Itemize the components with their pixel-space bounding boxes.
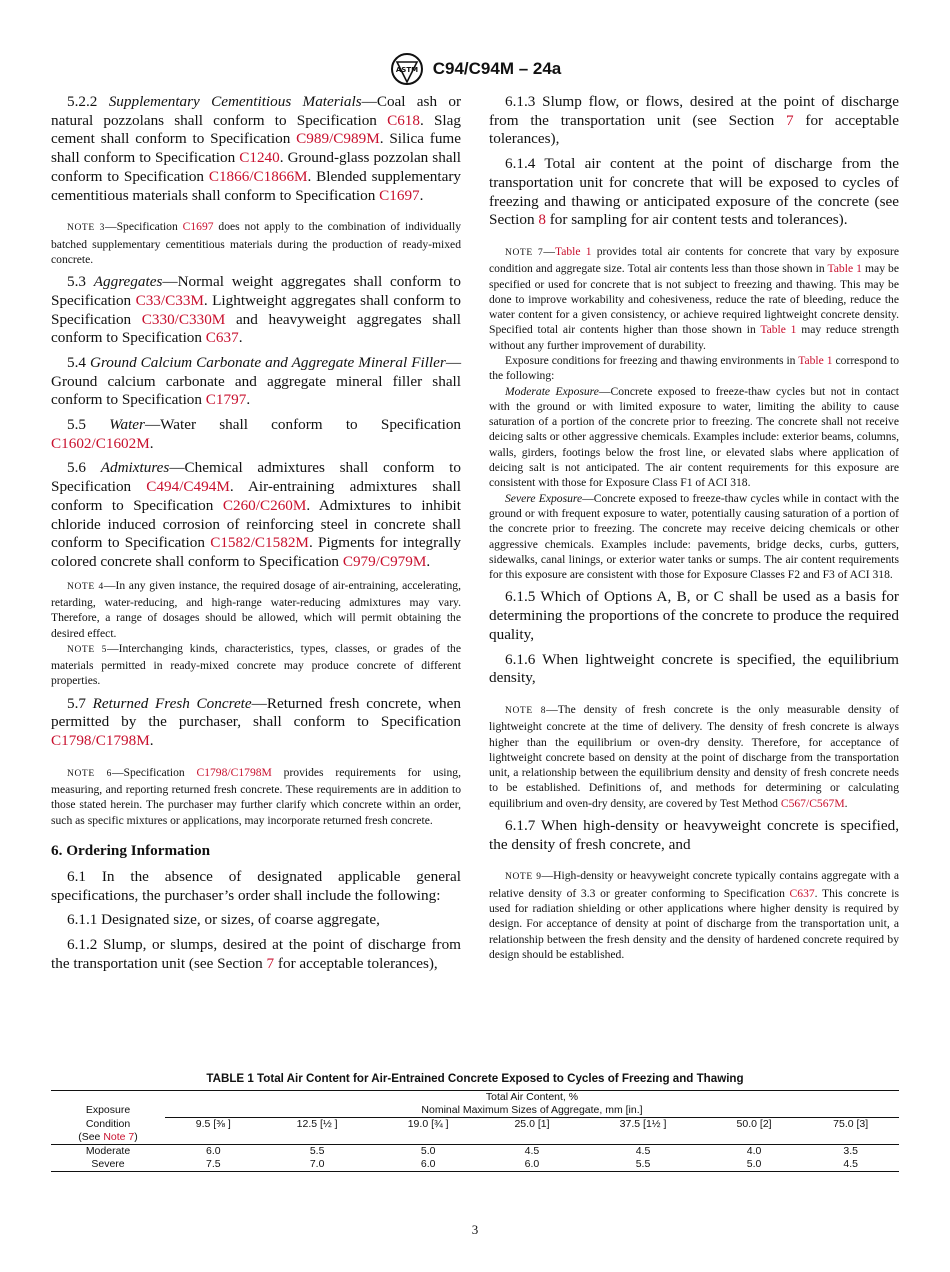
super-header: Total Air Content, %	[165, 1091, 899, 1105]
ref-c1798-note[interactable]: C1798/C1798M	[196, 765, 272, 779]
note-6: NOTE 6—Specification C1798/C1798M provides requirements for using, measuring, and reporting returned fresh concrete. These requirements are in addition to those stated herein. The purchaser may further clarify which concrete within an order, such as specific mixtures or applications, may incorporate returned fresh concrete.	[51, 765, 461, 827]
note-4: NOTE 4—In any given instance, the required dosage of air-entraining, accelerating, retarding, water-reducing, and high-range water-reducing admixtures may vary. Therefore, a range of dosages should be allowed, which will permit obtaining the desired effect.	[51, 578, 461, 640]
ref-c567[interactable]: C567/C567M	[780, 796, 845, 810]
row-header-condition: Condition	[85, 1117, 131, 1130]
ref-c1797[interactable]: C1797	[205, 391, 247, 409]
table-cell: 7.5	[165, 1158, 262, 1172]
ref-section-8[interactable]: 8	[538, 211, 546, 229]
ref-c1240[interactable]: C1240	[239, 149, 280, 167]
ref-table-1-c[interactable]: Table 1	[760, 323, 797, 337]
ref-c1697-note[interactable]: C1697	[182, 220, 214, 234]
table-cell: 7.0	[262, 1158, 373, 1172]
table-cell: 5.0	[706, 1158, 803, 1172]
air-content-table	[51, 1090, 899, 1172]
note-9: NOTE 9—High-density or heavyweight concrete typically contains aggregate with a relative density of 3.3 or greater conforming to Specification C637. This concrete is used for radiation shielding or other applications where higher density is required by design. For acceptance of density at point of discharge from the transportation unit, a relationship between the fresh density and the density of hardened concrete required by design should be established.	[489, 869, 899, 961]
ref-c260[interactable]: C260/C260M	[222, 496, 307, 514]
paragraph-5-4: 5.4 Ground Calcium Carbonate and Aggregate Mineral Filler—Ground calcium carbonate and aggregate mineral filler shall conform to Specification C1797.	[51, 353, 461, 409]
ref-c1697[interactable]: C1697	[379, 186, 420, 204]
col-header: 12.5 [½ ]	[296, 1118, 338, 1130]
paragraph-5-7: 5.7 Returned Fresh Concrete—Returned fresh concrete, when permitted by the purchaser, shall conform to Specification C1798/C1798M.	[51, 694, 461, 750]
table-cell: 4.0	[746, 1145, 762, 1157]
astm-logo-icon	[389, 52, 425, 86]
ref-c330[interactable]: C330/C330M	[141, 310, 226, 328]
paragraph-6-1-6: 6.1.6 When lightweight concrete is specified, the equilibrium density,	[489, 650, 899, 687]
paragraph-6-1: 6.1 In the absence of designated applicable general specifications, the purchaser’s order shall include the following:	[51, 868, 461, 904]
table-cell: 5.0	[420, 1145, 436, 1157]
page-number: 3	[471, 1222, 479, 1237]
ref-c637-note[interactable]: C637	[789, 886, 815, 900]
note-7: NOTE 7—Table 1 provides total air contents for concrete that vary by exposure condition and aggregate size. Total air contents less than those shown in Table 1 may be specified or used for concrete that is not subject to freezing and thawing. This may be done to improve workability and cohesiveness, reduce the rate of bleeding, reduce the water content for a given consistency, or achieve required lightweight concrete density. Specified total air contents higher than those shown in Table 1 may reduce strength without any further improvement of durability.	[489, 244, 900, 352]
left-column	[51, 93, 461, 980]
paragraph-5-5: 5.5 Water—Water shall conform to Specification C1602/C1602M.	[51, 416, 462, 452]
table-cell: 3.5	[843, 1145, 858, 1157]
ref-c1582[interactable]: C1582/C1582M	[210, 534, 309, 552]
paragraph-6-1-3: 6.1.3 Slump flow, or flows, desired at the point of discharge from the transportation unit (see Section 7 for acceptable tolerances),	[489, 93, 899, 148]
table-cell: 6.0	[484, 1158, 581, 1172]
col-header: 19.0 [¾ ]	[407, 1118, 449, 1130]
ref-table-1-d[interactable]: Table 1	[798, 354, 833, 367]
paragraph-6-1-4: 6.1.4 Total air content at the point of discharge from the transportation unit for concrete that will be exposed to cycles of freezing and thawing or anticipated exposure of the concrete (see Section 8 for sampling for air content tests and tolerances).	[489, 155, 899, 229]
table-1	[51, 1072, 899, 1172]
paragraph-6-1-2: 6.1.2 Slump, or slumps, desired at the point of discharge from the transportation unit (see Section 7 for acceptable tolerances),	[51, 936, 461, 972]
ref-section-7[interactable]: 7	[266, 954, 275, 972]
paragraph-5-6: 5.6 Admixtures—Chemical admixtures shall conform to Specification C494/C494M. Air-entraining admixtures shall conform to Specification C260/C260M. Admixtures to inhibit chloride induced corrosion of reinforcing steel in concrete shall conform to Specification C1582/C1582M. Pigments for integrally colored concrete shall conform to Specification C979/C979M.	[51, 459, 461, 570]
paragraph-6-1-5: 6.1.5 Which of Options A, B, or C shall be used as a basis for determining the proportions of the concrete to produce the required quality,	[489, 588, 899, 643]
col-header: 9.5 [⅜ ]	[195, 1118, 231, 1130]
ref-c618[interactable]: C618	[387, 111, 420, 129]
table-cell: 5.5	[580, 1158, 705, 1172]
table-cell: 6.0	[373, 1158, 484, 1172]
right-column	[489, 93, 899, 968]
ref-table-1-b[interactable]: Table 1	[827, 262, 862, 276]
sizes-header: Nominal Maximum Sizes of Aggregate, mm [in.]	[165, 1104, 899, 1118]
ref-c494[interactable]: C494/C494M	[146, 478, 230, 496]
paragraph-5-3: 5.3 Aggregates—Normal weight aggregates shall conform to Specification C33/C33M. Lightweight aggregates shall conform to Specification C330/C330M and heavyweight aggregates shall conform to Specification C637.	[51, 273, 461, 347]
table-1-title: TABLE 1 Total Air Content for Air-Entrained Concrete Exposed to Cycles of Freezing and Thawing	[206, 1072, 744, 1085]
row-header-see-note: (See Note 7)	[51, 1131, 165, 1145]
table-row	[51, 1158, 899, 1172]
ref-c989[interactable]: C989/C989M	[296, 130, 380, 148]
paragraph-6-1-1: 6.1.1 Designated size, or sizes, of coarse aggregate,	[67, 911, 380, 929]
section-6-heading: 6. Ordering Information	[51, 842, 211, 860]
ref-c979[interactable]: C979/C979M	[342, 552, 427, 570]
ref-c637[interactable]: C637	[205, 329, 239, 347]
table-cell: 6.0	[205, 1145, 221, 1157]
note-7-moderate: Moderate Exposure—Concrete exposed to freeze-thaw cycles but not in contact with the ground or with limited exposure to water, limiting the ability to cause saturation of a portion of the concrete prior to freezing. The concrete shall not receive deicing salts or other aggressive chemicals. Examples include: exterior beams, columns, walls, girders, footings below the frost line, or elevated slabs where application of deicing salt is not anticipated. The air content requirements for this exposure are consistent with those for Exposure Class F1 of ACI 318.	[489, 384, 899, 490]
table-cell: 4.5	[635, 1145, 651, 1157]
ref-section-7-b[interactable]: 7	[785, 111, 794, 129]
ref-c1602[interactable]: C1602/C1602M	[51, 434, 150, 452]
ref-c1866[interactable]: C1866/C1866M	[208, 167, 308, 185]
ref-c33[interactable]: C33/C33M	[135, 291, 204, 309]
document-code: C94/C94M – 24a	[432, 59, 562, 78]
note-7-exposure-intro: Exposure conditions for freezing and thawing environments in Table 1 correspond to the following:	[489, 354, 899, 383]
paragraph-5-2-2: 5.2.2 Supplementary Cementitious Materials—Coal ash or natural pozzolans shall conform to Specification C618. Slag cement shall conform to Specification C989/C989M. Silica fume shall conform to Specification C1240. Ground-glass pozzolan shall conform to Specification C1866/C1866M. Blended supplementary cementitious materials shall conform to Specification C1697.	[51, 93, 462, 204]
table-cell: 4.5	[802, 1158, 899, 1172]
col-header: 37.5 [1½ ]	[619, 1118, 667, 1130]
note-7-severe: Severe Exposure—Concrete exposed to freeze-thaw cycles while in contact with the ground or with frequent exposure to water, potentially causing saturation of a portion of the concrete prior to freezing. The concrete may receive deicing chemicals or other aggressive chemicals. Examples include: pavements, bridge decks, curbs, gutters, sidewalks, canal linings, or exterior water tanks or sumps. The air content requirements for this exposure are consistent with those for Exposure Classes F2 and F3 of ACI 318.	[489, 491, 899, 582]
svg-text:ASTM: ASTM	[395, 66, 418, 74]
col-header: 75.0 [3]	[833, 1118, 869, 1130]
row-label: Severe	[51, 1158, 165, 1172]
ref-note-7[interactable]: Note 7	[103, 1131, 135, 1143]
note-8: NOTE 8—The density of fresh concrete is the only measurable density of lightweight concrete at the time of delivery. The density of fresh concrete is always higher than the equilibrium or oven-dry density. Therefore, for acceptance of lightweight concrete based on density at the point of discharge from the transportation unit, a relationship between the equilibrium density and density of fresh concrete needs to be established. Definitions of, and methods for determining or calculating equilibrium and oven-dry density, are covered by Test Method C567/C567M.	[489, 702, 899, 810]
col-header: 50.0 [2]	[736, 1118, 772, 1130]
table-row	[51, 1145, 899, 1159]
row-header-exposure: Exposure	[85, 1104, 131, 1117]
note-5: NOTE 5—Interchanging kinds, characteristics, types, classes, or grades of the materials permitted in ready-mixed concrete may produce concrete of different properties.	[51, 641, 461, 688]
ref-table-1-a[interactable]: Table 1	[554, 244, 592, 258]
ref-c1798[interactable]: C1798/C1798M	[51, 732, 150, 750]
table-cell: 4.5	[524, 1145, 540, 1157]
page-header	[0, 52, 950, 86]
row-label: Moderate	[85, 1145, 131, 1157]
col-header: 25.0 [1]	[514, 1118, 550, 1130]
table-cell: 5.5	[309, 1145, 325, 1157]
paragraph-6-1-7: 6.1.7 When high-density or heavyweight concrete is specified, the density of fresh concrete, and	[489, 817, 899, 853]
note-3: NOTE 3—Specification C1697 does not apply to the combination of individually batched supplementary cementitious materials during the production of ready-mixed concrete.	[51, 220, 462, 266]
